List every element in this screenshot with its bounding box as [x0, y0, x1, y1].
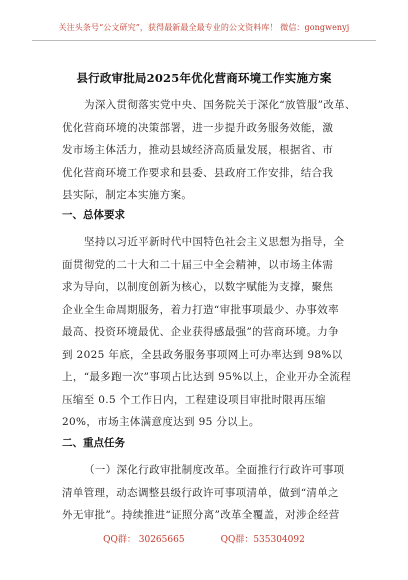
text-line: 压缩至 0.5 个工作日内，工程建设项目审批时限再压缩: [62, 393, 326, 406]
text-line: 最高、投资环境最优、企业获得感最强”的营商环境。力争: [62, 326, 339, 338]
text-line: 到 2025 年底，全县政务服务事项网上可办率达到 98%以: [62, 348, 343, 361]
general-requirements-paragraph: [62, 231, 362, 434]
text-line: 上，“最多跑一次”事项占比达到 95%以上，企业开办全流程: [62, 371, 352, 383]
qq-group-2: QQ群：535304092: [220, 535, 305, 545]
text-line: 坚持以习近平新时代中国特色社会主义思想为指导，全: [84, 236, 345, 248]
document-title: 县行政审批局2025年优化营商环境工作实施方案: [76, 71, 332, 85]
qq-group-1: QQ群： 30265665: [103, 535, 185, 545]
header-divider: [32, 40, 376, 41]
section-heading: 一、总体要求: [62, 209, 125, 221]
key-tasks-paragraph: [62, 459, 362, 527]
section-heading: 二、重点任务: [62, 437, 125, 449]
section-general-requirements: [62, 204, 362, 227]
text-line: 20%，市场主体满意度达到 95 分以上。: [62, 416, 260, 428]
text-line: 清单管理，动态调整县级行政许可事项清单，做到“清单之: [62, 486, 339, 499]
contact-footer: [0, 532, 408, 545]
text-line: 县实际，制定本实施方案。: [62, 189, 193, 201]
text-line: 优化营商环境的决策部署，进一步提升政务服务效能，激: [62, 121, 334, 134]
section-key-tasks: [62, 432, 362, 455]
text-line: 面贯彻党的二十大和二十届三中全会精神，以市场主体需: [62, 258, 334, 271]
promo-banner: 关注头条号“公文研究”，获得最新最全最专业的公文资料库！ 微信：gongwenyj: [58, 23, 350, 32]
text-line: 发市场主体活力，推动县域经济高质量发展，根据省、市: [62, 144, 334, 156]
text-line: 优化营商环境工作要求和县委、县政府工作安排，结合我: [62, 166, 334, 179]
text-line: （一）深化行政审批制度改革。全面推行行政许可事项: [84, 464, 345, 476]
text-line: 外无审批”。持续推进“证照分离”改革全覆盖，对涉企经营: [62, 509, 340, 521]
intro-paragraph: [62, 94, 362, 207]
text-line: 企业全生命周期服务，着力打造“审批事项最少、办事效率: [62, 303, 339, 316]
text-line: 为深入贯彻落实党中央、国务院关于深化“放管服”改革、: [84, 99, 356, 111]
text-line: 求为导向，以制度创新为核心，以数字赋能为支撑，聚焦: [62, 281, 334, 293]
